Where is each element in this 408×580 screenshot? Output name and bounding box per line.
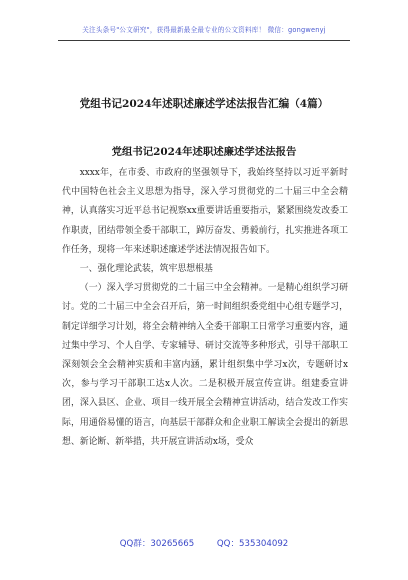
document-title: 党组书记2024年述职述廉述学述法报告汇编（4篇）	[79, 98, 329, 110]
footer-qq-number: QQ：535304092	[216, 539, 289, 549]
header-notice: 关注头条号"公文研究"，获得最新最全最专业的公文资料库！ 微信：gongwenyj	[82, 26, 326, 34]
section-title: 党组书记2024年述职述廉述学述法报告	[111, 146, 297, 158]
footer-qq-group: QQ群：30265665	[119, 539, 195, 549]
body-paragraph-intro: xxxx年，在市委、市政府的坚强领导下，我始终坚持以习近平新时代中国特色社会主义思想为指导，深入学习贯彻党的二十届三中全会精神，认真落实习近平总书记视察xx重要讲话重要指示，紧紧围绕发改委工作职责，团结带领全委干部职工，踔厉奋发、勇毅前行，扎实推进各项工作任务，现将一年来述职述廉述学述法情况报告如下。	[62, 168, 348, 255]
document-body	[62, 164, 348, 452]
footer-contact	[0, 537, 408, 549]
body-heading-1: 一、强化理论武装，筑牢思想根基	[79, 264, 213, 275]
header-divider	[58, 40, 350, 41]
body-paragraph-1: （一）深入学习贯彻党的二十届三中全会精神。一是精心组织学习研讨。党的二十届三中全会召开后，第一时间组织委党组中心组专题学习，制定详细学习计划，将全会精神纳入全委干部职工日常学习重要内容，通过集中学习、个人自学、专家辅导、研讨交流等多种形式，引导干部职工深刻领会全会精神实质和丰富内涵，累计组织集中学习x次，专题研讨x次，参与学习干部职工达x人次。二是积极开展宣传宣讲。组建委宣讲团，深入县区、企业、项目一线开展全会精神宣讲活动，结合发改工作实际，用通俗易懂的语言，向基层干部群众和企业职工解读全会提出的新思想、新论断、新举措，共开展宣讲活动x场，受众	[62, 283, 348, 447]
